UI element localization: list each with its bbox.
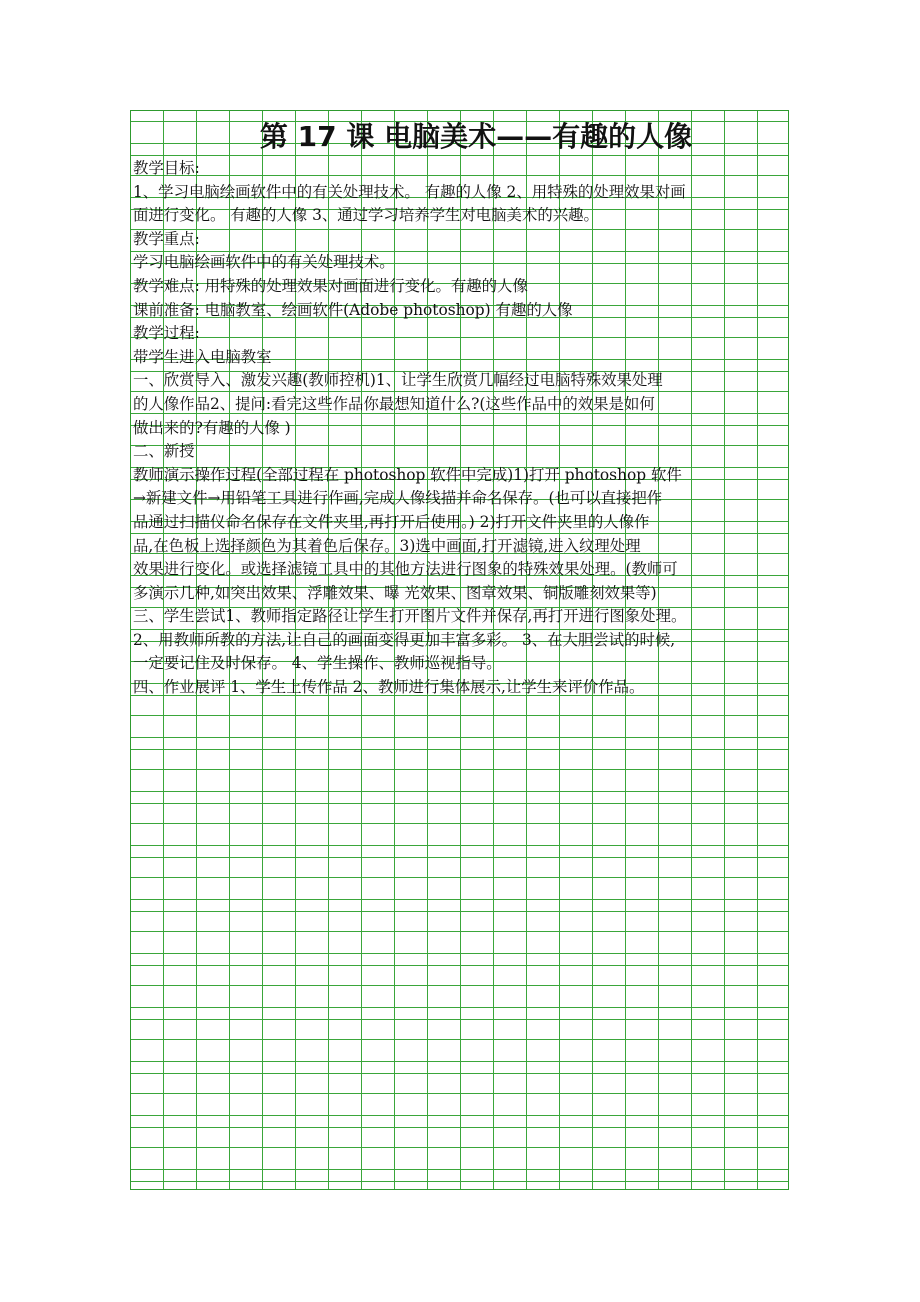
goal-paragraph bbox=[133, 181, 789, 228]
page-title: 第 17 课 电脑美术——有趣的人像 bbox=[259, 120, 693, 153]
goal-line: 面进行变化。 有趣的人像 3、通过学习培养学生对电脑美术的兴趣。 bbox=[133, 206, 599, 225]
key-text: 学习电脑绘画软件中的有关处理技术。 bbox=[133, 253, 395, 272]
section-2-line: 多演示几种,如突出效果、浮雕效果、曝 光效果、图章效果、铜版雕刻效果等) bbox=[133, 583, 657, 602]
section-3-paragraph bbox=[133, 605, 789, 676]
goal-line: 1、学习电脑绘画软件中的有关处理技术。 有趣的人像 2、用特殊的处理效果对画 bbox=[133, 182, 686, 201]
process-heading: 教学过程: bbox=[133, 324, 200, 343]
difficulty-line: 教学难点: 用特殊的处理效果对画面进行变化。有趣的人像 bbox=[133, 276, 528, 295]
section-1-line: 的人像作品2、提问:看完这些作品你最想知道什么?(这些作品中的效果是如何 bbox=[133, 394, 655, 413]
section-1-line: 做出来的?有趣的人像 ) bbox=[133, 418, 291, 437]
section-2-line: 教师演示操作过程(全部过程在 photoshop 软件中完成)1)打开 photoshop 软件 bbox=[133, 465, 682, 484]
preparation-line: 课前准备: 电脑教室、绘画软件(Adobe photoshop) 有趣的人像 bbox=[133, 300, 573, 319]
section-2-heading: 二、新授 bbox=[133, 442, 195, 461]
section-2-line: 品,在色板上选择颜色为其着色后保存。3)选中画面,打开滤镜,进入纹理处理 bbox=[133, 536, 641, 555]
section-4-line: 四、作业展评 1、学生上传作品 2、教师进行集体展示,让学生来评价作品。 bbox=[133, 678, 645, 697]
process-intro: 带学生进入电脑教室 bbox=[133, 347, 272, 366]
section-3-line: 2、用教师所教的方法,让自己的画面变得更加丰富多彩。 3、在大胆尝试的时候, bbox=[133, 630, 676, 649]
section-2-line: →新建文件→用铅笔工具进行作画,完成人像线描并命名保存。(也可以直接把作 bbox=[133, 489, 663, 508]
section-2-line: 品通过扫描仪命名保存在文件夹里,再打开后使用。) 2)打开文件夹里的人像作 bbox=[133, 512, 650, 531]
section-2-paragraph bbox=[133, 464, 789, 606]
goal-heading: 教学目标: bbox=[133, 159, 200, 177]
key-heading: 教学重点: bbox=[133, 229, 200, 248]
section-3-line: 三、学生尝试1、教师指定路径让学生打开图片文件并保存,再打开进行图象处理。 bbox=[133, 607, 687, 626]
section-3-line: 一定要记住及时保存。 4、学生操作、教师巡视指导。 bbox=[133, 654, 502, 673]
section-1-paragraph bbox=[133, 369, 789, 440]
section-2-line: 效果进行变化。或选择滤镜工具中的其他方法进行图象的特殊效果处理。(教师可 bbox=[133, 560, 678, 579]
lesson-plan-content bbox=[133, 117, 789, 700]
grid-paper bbox=[130, 110, 789, 1190]
section-1-line: 一、欣赏导入、激发兴趣(教师控机)1、让学生欣赏几幅经过电脑特殊效果处理 bbox=[133, 371, 663, 390]
